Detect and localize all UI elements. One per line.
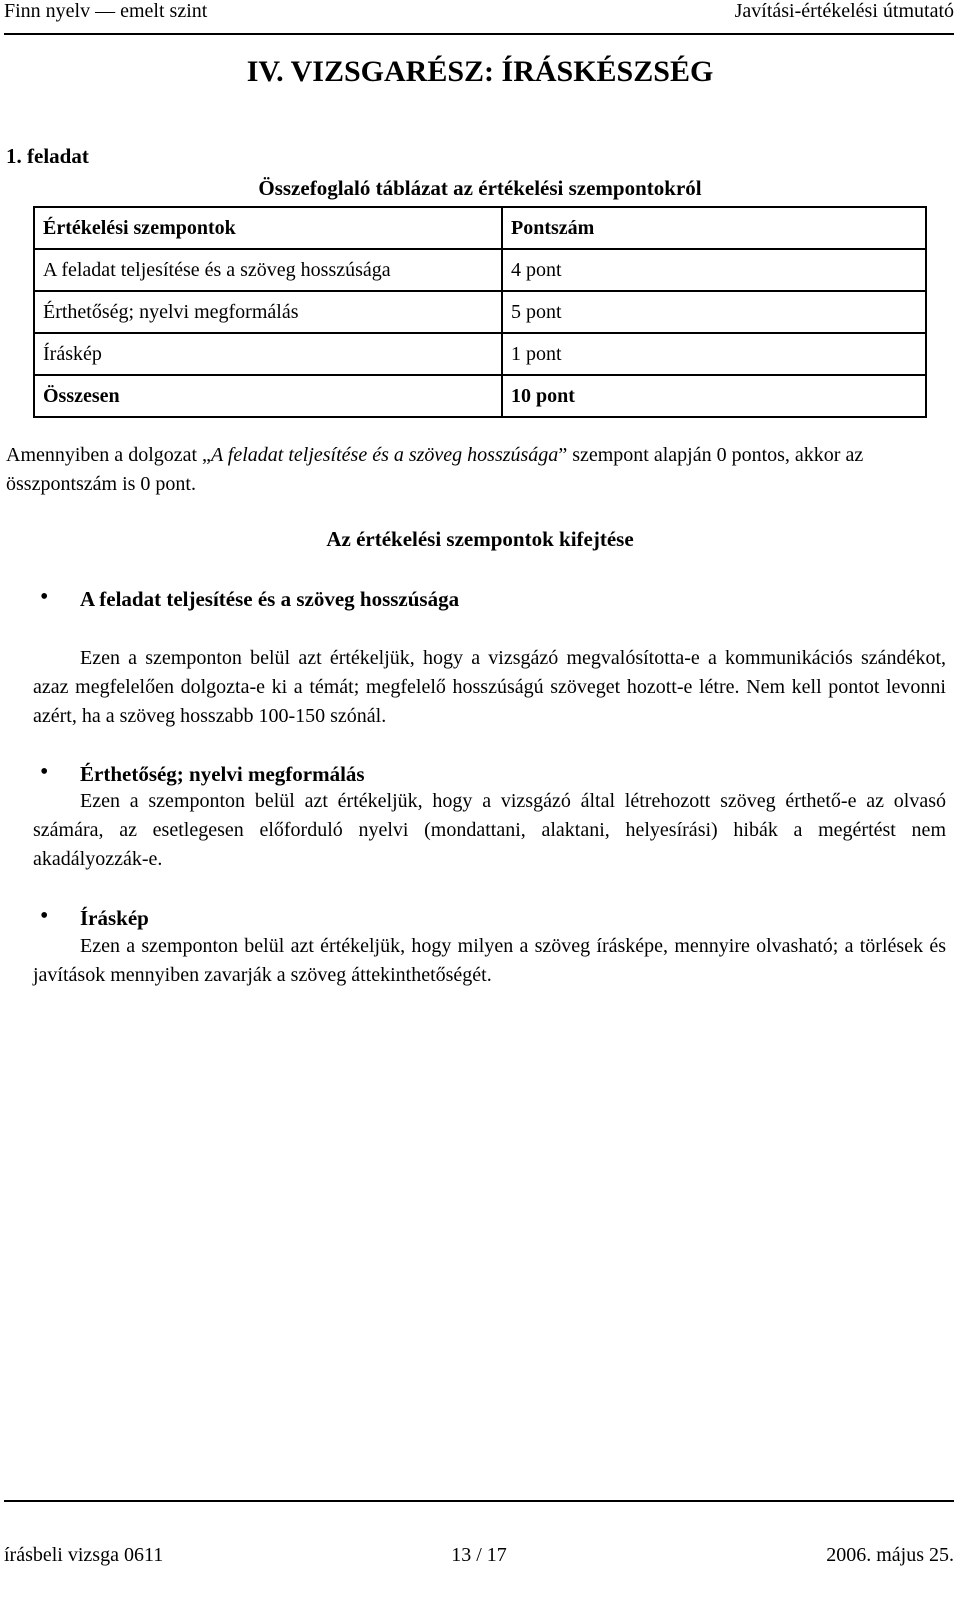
note-text-before: Amennyiben a dolgozat „	[6, 444, 211, 466]
criterion-cell: Íráskép	[34, 333, 502, 375]
table-caption: Összefoglaló táblázat az értékelési szempontokról	[258, 176, 702, 200]
header-right: Javítási-értékelési útmutató	[734, 0, 954, 22]
table-row	[34, 291, 926, 333]
header-rule	[4, 33, 954, 35]
criterion-description: Ezen a szemponton belül azt értékeljük, hogy milyen a szöveg írásképe, mennyire olvasható; a törlések és javítások mennyiben zavarják a szöveg áttekinthetőségét.	[33, 935, 946, 986]
table-header-cell: Értékelési szempontok	[34, 207, 502, 249]
criterion-cell: A feladat teljesítése és a szöveg hosszúsága	[34, 249, 502, 291]
criterion-description: Ezen a szemponton belül azt értékeljük, hogy a vizsgázó által létrehozott szöveg érthető-e az olvasó számára, az esetlegesen előforduló nyelvi (mondattani, alaktani, helyesírási) hibák a megértést nem akadályozzák-e.	[33, 790, 946, 870]
total-label-cell: Összesen	[34, 375, 502, 417]
note-text-after: ” szempont alapján 0 pontos, akkor az összpontszám is 0 pont.	[6, 444, 864, 495]
footer-date: 2006. május 25.	[826, 1544, 954, 1566]
footer-rule	[4, 1500, 954, 1502]
criterion-heading: Érthetőség; nyelvi megformálás	[80, 762, 365, 786]
zero-point-note	[6, 441, 946, 499]
table-row	[34, 249, 926, 291]
criterion-cell: Érthetőség; nyelvi megformálás	[34, 291, 502, 333]
total-points-cell: 10 pont	[502, 375, 926, 417]
table-header-row	[34, 207, 926, 249]
page-header	[4, 0, 954, 40]
criterion-heading: Íráskép	[80, 906, 149, 930]
note-italic-criterion: A feladat teljesítése és a szöveg hosszúsága	[210, 444, 559, 466]
page-number: 13 / 17	[451, 1544, 507, 1566]
points-cell: 5 pont	[502, 291, 926, 333]
criterion-description: Ezen a szemponton belül azt értékeljük, hogy a vizsgázó megvalósította-e a kommunikációs szándékot, azaz megfelelően dolgozta-e ki a témát; megfelelő hosszúságú szöveget hozott-e létre. Nem kell pontot levonni azért, ha a szöveg hosszabb 100-150 szónál.	[33, 647, 946, 727]
criteria-subheading: Az értékelési szempontok kifejtése	[326, 527, 634, 551]
task-label: 1. feladat	[6, 144, 89, 168]
table-header-cell: Pontszám	[502, 207, 926, 249]
table-row	[34, 333, 926, 375]
page-footer	[4, 1500, 954, 1597]
footer-left: írásbeli vizsga 0611	[4, 1544, 164, 1566]
header-left: Finn nyelv — emelt szint	[4, 0, 208, 22]
points-cell: 1 pont	[502, 333, 926, 375]
score-table	[33, 206, 927, 418]
bullet-icon: •	[40, 759, 49, 785]
bullet-icon: •	[40, 903, 49, 929]
criterion-heading: A feladat teljesítése és a szöveg hosszúsága	[80, 587, 460, 611]
bullet-icon: •	[40, 584, 49, 610]
section-title: IV. VIZSGARÉSZ: ÍRÁSKÉSZSÉG	[246, 55, 714, 88]
points-cell: 4 pont	[502, 249, 926, 291]
table-total-row	[34, 375, 926, 417]
